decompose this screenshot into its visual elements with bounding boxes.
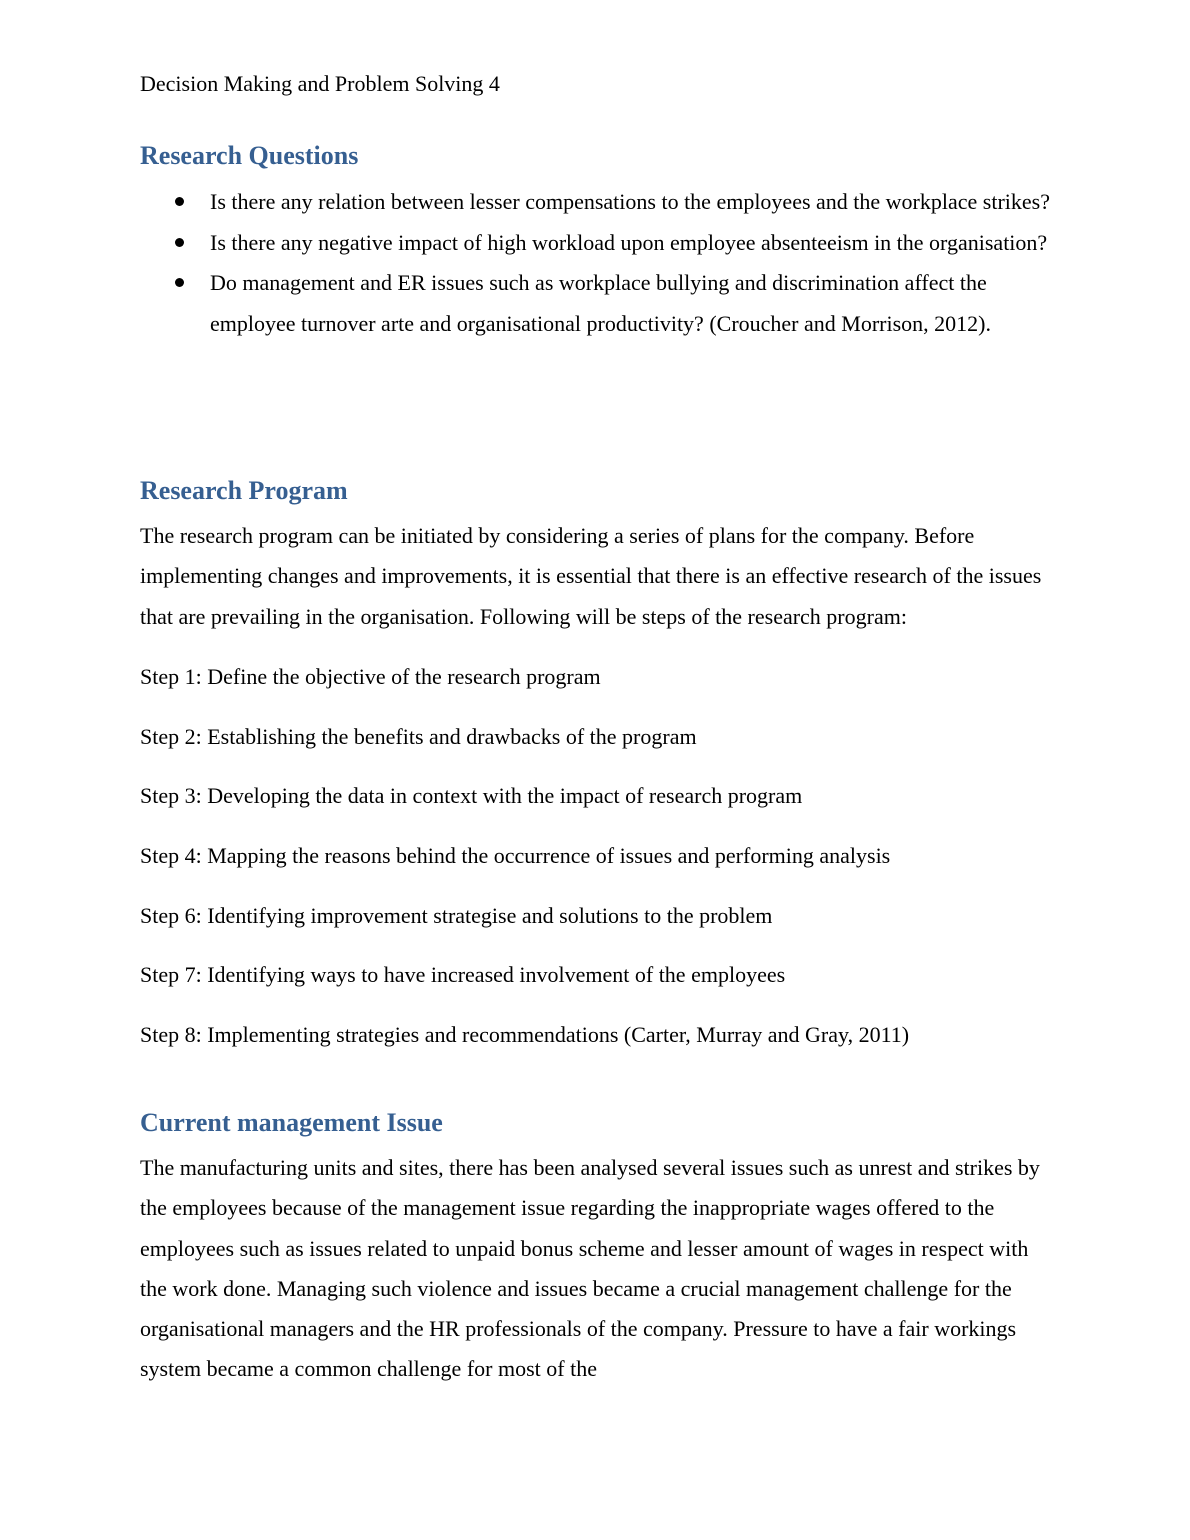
research-questions-list — [140, 182, 1050, 344]
step-item: Step 3: Developing the data in context with the impact of research program — [140, 783, 803, 809]
research-program-heading: Research Program — [140, 476, 348, 505]
question-text: Do management and ER issues such as workplace bullying and discrimination affect the employee turnover arte and organisational productivity? (Croucher and Morrison, 2012). — [210, 270, 991, 336]
step-item: Step 1: Define the objective of the research program — [140, 664, 601, 689]
step-item: Step 4: Mapping the reasons behind the occurrence of issues and performing analysis — [140, 843, 891, 869]
step-item: Step 6: Identifying improvement strategise and solutions to the problem — [140, 902, 773, 928]
bullet-icon — [175, 238, 184, 247]
question-text: Is there any relation between lesser compensations to the employees and the workplace strikes? — [210, 189, 1050, 214]
step-item: Step 7: Identifying ways to have increased involvement of the employees — [140, 962, 786, 988]
research-program-intro: The research program can be initiated by considering a series of plans for the company. Before implementing changes and improvements, it is essential that there is an effective research of the issues that are prevailing in the organisation. Following will be steps of the research program: — [140, 523, 1042, 629]
step-item: Step 8: Implementing strategies and recommendations (Carter, Murray and Gray, 2011) — [140, 1022, 910, 1048]
research-program-steps — [140, 659, 1050, 1077]
step-item: Step 2: Establishing the benefits and drawbacks of the program — [140, 723, 697, 749]
research-questions-heading: Research Questions — [140, 141, 359, 170]
list-item — [140, 182, 1050, 223]
bullet-icon — [175, 278, 184, 287]
question-text: Is there any negative impact of high workload upon employee absenteeism in the organisation? — [210, 229, 1048, 255]
list-item — [140, 263, 1050, 344]
bullet-icon — [175, 197, 184, 206]
current-management-issue-heading: Current management Issue — [140, 1108, 443, 1137]
current-management-issue-body: The manufacturing units and sites, there has been analysed several issues such as unrest and strikes by the employees because of the management issue regarding the inappropriate wages offered to the employees such as issues related to unpaid bonus scheme and lesser amount of wages in respect with the work done. Managing such violence and issues became a crucial management challenge for the organisational managers and the HR professionals of the company. Pressure to have a fair workings system became a common challenge for most of the — [140, 1155, 1040, 1382]
running-header: Decision Making and Problem Solving 4 — [140, 71, 500, 96]
list-item — [140, 223, 1050, 264]
